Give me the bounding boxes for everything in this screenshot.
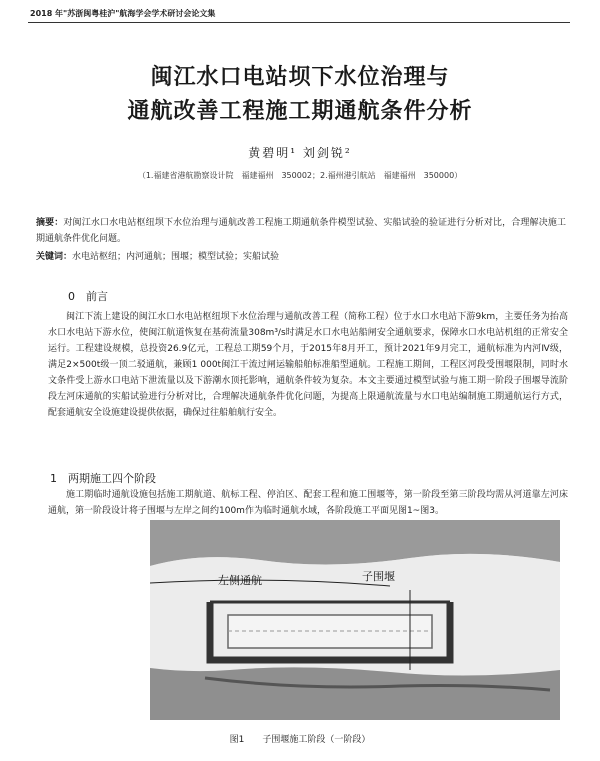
figure-caption-text: 子围堰施工阶段（一阶段） bbox=[262, 735, 371, 745]
paper-title-line-1: 闽江水口电站坝下水位治理与 bbox=[150, 65, 450, 90]
keywords-text: 水电站枢纽；内河通航；围堰；模型试验；实船试验 bbox=[72, 252, 280, 262]
label-left-channel: 左侧通航 bbox=[218, 574, 262, 587]
abstract bbox=[36, 215, 566, 247]
figure-caption bbox=[0, 732, 600, 745]
section-title: 两期施工四个阶段 bbox=[68, 472, 156, 485]
paper-title-line-2: 通航改善工程施工期通航条件分析 bbox=[127, 99, 473, 124]
section-number: 0 bbox=[68, 290, 75, 303]
affiliation: （1.福建省港航勘察设计院 福建福州 350002；2.福州港引航站 福建福州 350000） bbox=[137, 171, 463, 180]
keywords bbox=[36, 249, 566, 265]
keywords-label: 关键词： bbox=[36, 252, 73, 262]
section-title: 前言 bbox=[86, 290, 108, 303]
running-header: 2018 年"苏浙闽粤桂沪"航海学会学术研讨会论文集 bbox=[30, 9, 216, 18]
abstract-text: 对闽江水口水电站枢纽坝下水位治理与通航改善工程施工期通航条件模型试验、实船试验的验证进行分析对比，合理解决施工期通航条件优化问题。 bbox=[36, 218, 566, 244]
terrain-south bbox=[150, 667, 560, 720]
section-heading-1 bbox=[50, 470, 156, 486]
label-cofferdam: 子围堰 bbox=[362, 570, 395, 583]
section-number: 1 bbox=[50, 472, 57, 485]
figure-number: 图1 bbox=[229, 735, 245, 745]
authors: 黄碧明¹ 刘剑锐² bbox=[248, 146, 352, 160]
paragraph-introduction: 闽江下流上建设的闽江水口水电站枢纽坝下水位治理与通航改善工程（简称工程）位于水口水电站下游9km，主要任务为抬高水口水电站下游水位，使闽江航道恢复在基荷流量308m³/s时满足水口水电站船闸安全通航要求，保障水口水电站机组的正常安全运行。工程建设规模，总投资26.9亿元，工程总工期59个月，于2015年8月开工，预计2021年9月完工，通航标准为内河Ⅳ级，满足2×500t级一顶二驳通航，兼顾1 000t闽江干流过闸运输船舶标准船型通航。工程施工期间，工程区河段受围堰限制，同时水文条件受上游水口电站下泄流量以及下游潮水顶托影响，通航条件较为复杂。本文主要通过模型试验与施工期一阶段子围堰导流阶段左河床通航的实船试验进行分析对比，合理解决通航条件优化问题，为提高上限通航流量与水口电站编制施工期通航运行方式，配套通航安全设施建设提供依据，确保过往船舶航行安全。 bbox=[48, 312, 568, 418]
section-heading-0 bbox=[68, 288, 108, 304]
abstract-label: 摘要： bbox=[36, 218, 64, 228]
paragraph-construction-stages: 施工期临时通航设施包括施工期航道、航标工程、停泊区、配套工程和施工围堰等，第一阶段至第三阶段均需从河道靠左河床通航，第一阶段设计将子围堰与左岸之间约100m作为临时通航水域，各阶段施工平面见图1~图3。 bbox=[48, 490, 568, 516]
header-rule bbox=[28, 22, 570, 23]
construction-plan-figure bbox=[150, 520, 560, 720]
